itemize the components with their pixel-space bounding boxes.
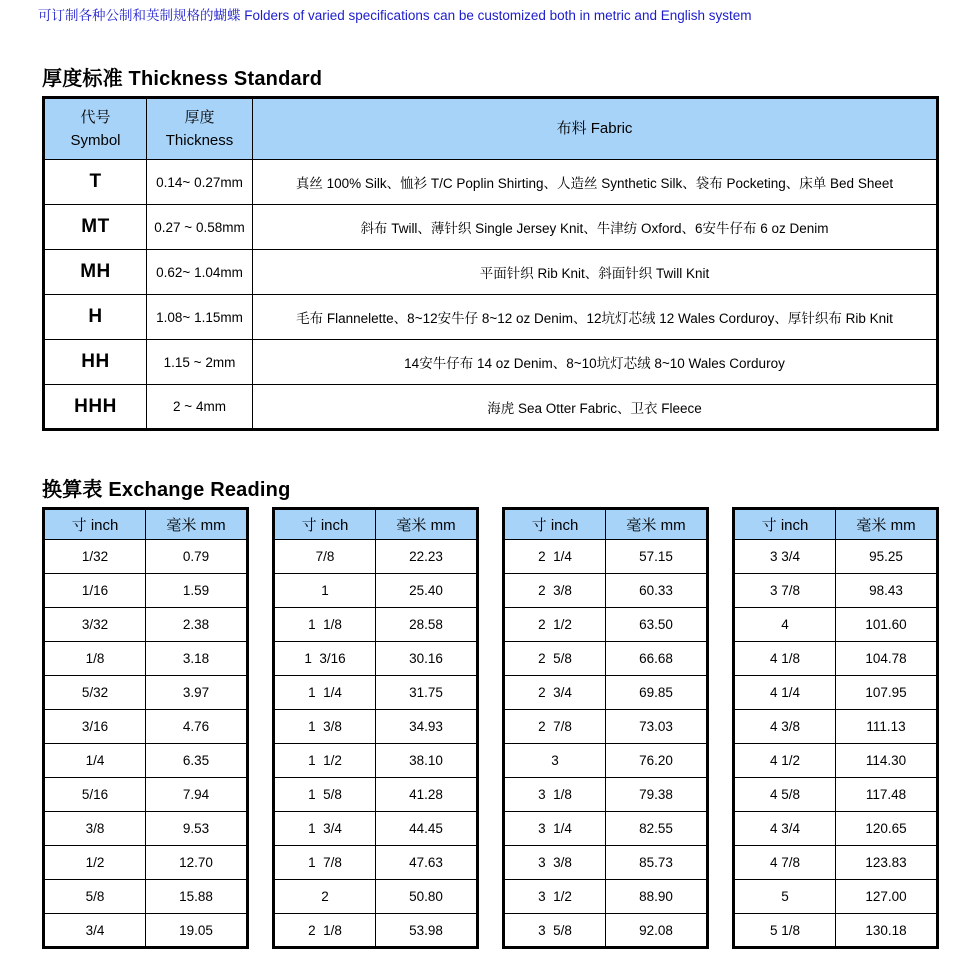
conversion-row	[274, 880, 478, 914]
conversion-row	[504, 846, 708, 880]
fabric-column-header: 布料 Fabric	[253, 98, 938, 160]
conversion-header-row	[44, 509, 248, 540]
conversion-row	[44, 846, 248, 880]
customization-note: 可订制各种公制和英制规格的蝴蝶 Folders of varied specifications can be customized both in metric and English system	[38, 8, 752, 23]
mm-cell: 12.70	[146, 846, 248, 880]
mm-cell: 111.13	[836, 710, 938, 744]
conversion-row	[734, 846, 938, 880]
conversion-row	[274, 744, 478, 778]
conversion-row	[44, 540, 248, 574]
mm-cell: 34.93	[376, 710, 478, 744]
exchange-tables-row	[42, 507, 939, 949]
inch-cell: 2 3/8	[504, 574, 606, 608]
symbol-cell: HH	[44, 340, 147, 385]
thickness-cell: 1.15 ~ 2mm	[147, 340, 253, 385]
mm-cell: 22.23	[376, 540, 478, 574]
mm-cell: 127.00	[836, 880, 938, 914]
conversion-row	[274, 778, 478, 812]
conversion-row	[44, 914, 248, 948]
conversion-table-1	[42, 507, 249, 949]
mm-cell: 66.68	[606, 642, 708, 676]
mm-cell: 15.88	[146, 880, 248, 914]
conversion-table-3	[502, 507, 709, 949]
inch-cell: 1/4	[44, 744, 146, 778]
conversion-row	[504, 676, 708, 710]
conversion-row	[734, 914, 938, 948]
inch-cell: 5/32	[44, 676, 146, 710]
mm-cell: 3.97	[146, 676, 248, 710]
conversion-row	[734, 744, 938, 778]
mm-cell: 2.38	[146, 608, 248, 642]
inch-cell: 1 5/8	[274, 778, 376, 812]
conversion-row	[44, 642, 248, 676]
mm-cell: 120.65	[836, 812, 938, 846]
symbol-cell: MH	[44, 250, 147, 295]
conversion-row	[504, 574, 708, 608]
conversion-row	[44, 880, 248, 914]
mm-cell: 60.33	[606, 574, 708, 608]
inch-cell: 3 1/4	[504, 812, 606, 846]
mm-column-header: 毫米 mm	[836, 509, 938, 540]
inch-cell: 3 5/8	[504, 914, 606, 948]
inch-cell: 1/32	[44, 540, 146, 574]
thickness-row	[44, 385, 938, 430]
conversion-row	[274, 540, 478, 574]
inch-cell: 2 1/2	[504, 608, 606, 642]
fabric-cell: 海虎 Sea Otter Fabric、卫衣 Fleece	[253, 385, 938, 430]
conversion-row	[734, 710, 938, 744]
mm-cell: 88.90	[606, 880, 708, 914]
inch-cell: 1 1/2	[274, 744, 376, 778]
thickness-header-row	[44, 98, 938, 160]
mm-cell: 38.10	[376, 744, 478, 778]
thickness-cell: 2 ~ 4mm	[147, 385, 253, 430]
mm-cell: 31.75	[376, 676, 478, 710]
conversion-row	[274, 914, 478, 948]
inch-cell: 1 3/4	[274, 812, 376, 846]
inch-cell: 3 3/4	[734, 540, 836, 574]
inch-cell: 3	[504, 744, 606, 778]
conversion-row	[274, 574, 478, 608]
symbol-column-header	[44, 98, 147, 160]
thickness-header-zh: 厚度	[184, 108, 215, 126]
inch-cell: 3 1/8	[504, 778, 606, 812]
conversion-row	[504, 778, 708, 812]
inch-cell: 2 7/8	[504, 710, 606, 744]
symbol-cell: HHH	[44, 385, 147, 430]
inch-cell: 5 1/8	[734, 914, 836, 948]
mm-cell: 69.85	[606, 676, 708, 710]
inch-cell: 5	[734, 880, 836, 914]
thickness-row	[44, 250, 938, 295]
mm-cell: 76.20	[606, 744, 708, 778]
inch-cell: 7/8	[274, 540, 376, 574]
conversion-header-row	[734, 509, 938, 540]
conversion-row	[734, 676, 938, 710]
inch-column-header: 寸 inch	[734, 509, 836, 540]
conversion-row	[44, 676, 248, 710]
conversion-row	[504, 642, 708, 676]
inch-column-header: 寸 inch	[274, 509, 376, 540]
thickness-cell: 0.27 ~ 0.58mm	[147, 205, 253, 250]
mm-cell: 92.08	[606, 914, 708, 948]
inch-cell: 3/16	[44, 710, 146, 744]
conversion-row	[44, 812, 248, 846]
mm-cell: 85.73	[606, 846, 708, 880]
inch-cell: 2	[274, 880, 376, 914]
conversion-row	[734, 642, 938, 676]
thickness-cell: 0.62~ 1.04mm	[147, 250, 253, 295]
conversion-row	[44, 608, 248, 642]
conversion-row	[504, 608, 708, 642]
thickness-row	[44, 295, 938, 340]
conversion-header-row	[274, 509, 478, 540]
inch-cell: 4 1/2	[734, 744, 836, 778]
conversion-row	[504, 710, 708, 744]
symbol-cell: MT	[44, 205, 147, 250]
mm-cell: 1.59	[146, 574, 248, 608]
mm-cell: 30.16	[376, 642, 478, 676]
conversion-row	[274, 710, 478, 744]
conversion-row	[44, 574, 248, 608]
conversion-row	[504, 914, 708, 948]
conversion-row	[274, 676, 478, 710]
mm-cell: 0.79	[146, 540, 248, 574]
thickness-column-header	[147, 98, 253, 160]
inch-cell: 1/8	[44, 642, 146, 676]
mm-cell: 98.43	[836, 574, 938, 608]
conversion-row	[734, 608, 938, 642]
inch-cell: 3 1/2	[504, 880, 606, 914]
inch-cell: 4 3/4	[734, 812, 836, 846]
mm-cell: 3.18	[146, 642, 248, 676]
conversion-row	[274, 642, 478, 676]
mm-cell: 50.80	[376, 880, 478, 914]
inch-cell: 4 1/4	[734, 676, 836, 710]
inch-cell: 3/4	[44, 914, 146, 948]
mm-cell: 28.58	[376, 608, 478, 642]
symbol-cell: T	[44, 160, 147, 205]
conversion-row	[44, 778, 248, 812]
inch-cell: 3 3/8	[504, 846, 606, 880]
inch-cell: 5/16	[44, 778, 146, 812]
exchange-section-title: 换算表 Exchange Reading	[42, 479, 291, 501]
inch-cell: 1/2	[44, 846, 146, 880]
symbol-cell: H	[44, 295, 147, 340]
mm-cell: 44.45	[376, 812, 478, 846]
mm-cell: 47.63	[376, 846, 478, 880]
conversion-row	[734, 540, 938, 574]
inch-cell: 1/16	[44, 574, 146, 608]
inch-cell: 2 1/4	[504, 540, 606, 574]
inch-cell: 1	[274, 574, 376, 608]
inch-cell: 1 7/8	[274, 846, 376, 880]
inch-cell: 2 1/8	[274, 914, 376, 948]
inch-column-header: 寸 inch	[504, 509, 606, 540]
mm-column-header: 毫米 mm	[376, 509, 478, 540]
mm-cell: 114.30	[836, 744, 938, 778]
thickness-standard-table	[42, 96, 939, 431]
conversion-table-2	[272, 507, 479, 949]
fabric-cell: 平面针织 Rib Knit、斜面针织 Twill Knit	[253, 250, 938, 295]
thickness-row	[44, 205, 938, 250]
mm-column-header: 毫米 mm	[606, 509, 708, 540]
conversion-row	[734, 812, 938, 846]
mm-cell: 63.50	[606, 608, 708, 642]
mm-cell: 130.18	[836, 914, 938, 948]
conversion-row	[734, 778, 938, 812]
conversion-row	[274, 812, 478, 846]
fabric-cell: 真丝 100% Silk、恤衫 T/C Poplin Shirting、人造丝 Synthetic Silk、袋布 Pocketing、床单 Bed Sheet	[253, 160, 938, 205]
conversion-row	[504, 744, 708, 778]
fabric-cell: 毛布 Flannelette、8~12安牛仔 8~12 oz Denim、12坑灯芯绒 12 Wales Corduroy、厚针织布 Rib Knit	[253, 295, 938, 340]
thickness-header-en: Thickness	[165, 132, 234, 149]
inch-cell: 4 1/8	[734, 642, 836, 676]
inch-cell: 1 1/4	[274, 676, 376, 710]
fabric-cell: 斜布 Twill、薄针织 Single Jersey Knit、牛津纺 Oxford、6安牛仔布 6 oz Denim	[253, 205, 938, 250]
symbol-header-en: Symbol	[70, 132, 121, 149]
inch-cell: 1 1/8	[274, 608, 376, 642]
conversion-row	[44, 744, 248, 778]
conversion-row	[734, 574, 938, 608]
inch-cell: 5/8	[44, 880, 146, 914]
conversion-row	[274, 846, 478, 880]
mm-cell: 79.38	[606, 778, 708, 812]
inch-cell: 1 3/8	[274, 710, 376, 744]
mm-cell: 19.05	[146, 914, 248, 948]
mm-cell: 123.83	[836, 846, 938, 880]
thickness-cell: 1.08~ 1.15mm	[147, 295, 253, 340]
mm-cell: 25.40	[376, 574, 478, 608]
conversion-row	[274, 608, 478, 642]
mm-cell: 117.48	[836, 778, 938, 812]
inch-cell: 4	[734, 608, 836, 642]
mm-cell: 57.15	[606, 540, 708, 574]
thickness-cell: 0.14~ 0.27mm	[147, 160, 253, 205]
fabric-cell: 14安牛仔布 14 oz Denim、8~10坑灯芯绒 8~10 Wales Corduroy	[253, 340, 938, 385]
conversion-row	[504, 812, 708, 846]
inch-cell: 4 5/8	[734, 778, 836, 812]
thickness-row	[44, 340, 938, 385]
mm-cell: 4.76	[146, 710, 248, 744]
inch-cell: 4 7/8	[734, 846, 836, 880]
thickness-row	[44, 160, 938, 205]
inch-cell: 2 3/4	[504, 676, 606, 710]
thickness-section-title: 厚度标准 Thickness Standard	[42, 68, 323, 90]
mm-cell: 9.53	[146, 812, 248, 846]
inch-cell: 3/8	[44, 812, 146, 846]
inch-column-header: 寸 inch	[44, 509, 146, 540]
mm-cell: 107.95	[836, 676, 938, 710]
mm-cell: 95.25	[836, 540, 938, 574]
conversion-table-4	[732, 507, 939, 949]
inch-cell: 4 3/8	[734, 710, 836, 744]
mm-cell: 73.03	[606, 710, 708, 744]
mm-cell: 82.55	[606, 812, 708, 846]
conversion-row	[504, 880, 708, 914]
symbol-header-zh: 代号	[80, 108, 111, 126]
inch-cell: 2 5/8	[504, 642, 606, 676]
inch-cell: 3/32	[44, 608, 146, 642]
mm-cell: 7.94	[146, 778, 248, 812]
inch-cell: 1 3/16	[274, 642, 376, 676]
mm-cell: 6.35	[146, 744, 248, 778]
mm-cell: 41.28	[376, 778, 478, 812]
mm-column-header: 毫米 mm	[146, 509, 248, 540]
inch-cell: 3 7/8	[734, 574, 836, 608]
conversion-header-row	[504, 509, 708, 540]
conversion-row	[734, 880, 938, 914]
conversion-row	[504, 540, 708, 574]
mm-cell: 101.60	[836, 608, 938, 642]
mm-cell: 53.98	[376, 914, 478, 948]
mm-cell: 104.78	[836, 642, 938, 676]
conversion-row	[44, 710, 248, 744]
